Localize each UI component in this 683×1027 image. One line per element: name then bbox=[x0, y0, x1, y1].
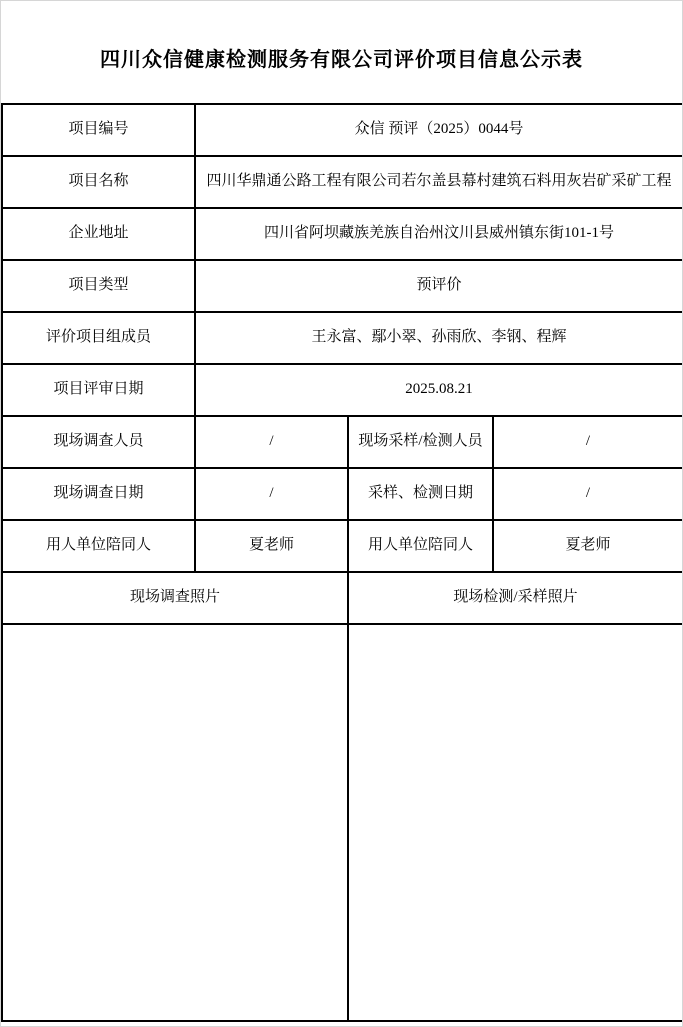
page-title: 四川众信健康检测服务有限公司评价项目信息公示表 bbox=[100, 49, 583, 71]
table-row-project-type bbox=[2, 260, 683, 312]
project-name-value: 四川华鼎通公路工程有限公司若尔盖县幕村建筑石料用灰岩矿采矿工程 bbox=[195, 156, 683, 208]
employer-escort-value-left: 夏老师 bbox=[195, 520, 348, 572]
project-number-value: 众信 预评（2025）0044号 bbox=[195, 104, 683, 156]
site-survey-personnel-value: / bbox=[195, 416, 348, 468]
survey-photos-caption: 现场调查照片 bbox=[2, 572, 348, 624]
project-name-label: 项目名称 bbox=[2, 156, 195, 208]
review-date-value: 2025.08.21 bbox=[195, 364, 683, 416]
employer-escort-label-right: 用人单位陪同人 bbox=[348, 520, 493, 572]
company-address-value: 四川省阿坝藏族羌族自治州汶川县威州镇东街101-1号 bbox=[195, 208, 683, 260]
table-row-project-number bbox=[2, 104, 683, 156]
project-type-label: 项目类型 bbox=[2, 260, 195, 312]
employer-escort-value-right: 夏老师 bbox=[493, 520, 683, 572]
table-row-review-date bbox=[2, 364, 683, 416]
sampling-personnel-label: 现场采样/检测人员 bbox=[348, 416, 493, 468]
evaluation-team-value: 王永富、鄢小翠、孙雨欣、李钢、程辉 bbox=[195, 312, 683, 364]
sampling-date-label: 采样、检测日期 bbox=[348, 468, 493, 520]
table-row-site-survey-date bbox=[2, 468, 683, 520]
table-row-evaluation-team bbox=[2, 312, 683, 364]
table-row-employer-escort bbox=[2, 520, 683, 572]
site-survey-personnel-label: 现场调查人员 bbox=[2, 416, 195, 468]
site-survey-date-label: 现场调查日期 bbox=[2, 468, 195, 520]
info-table bbox=[1, 103, 683, 1022]
sampling-photos-area bbox=[348, 624, 683, 1021]
employer-escort-label-left: 用人单位陪同人 bbox=[2, 520, 195, 572]
sampling-personnel-value: / bbox=[493, 416, 683, 468]
table-row-site-survey-personnel bbox=[2, 416, 683, 468]
evaluation-team-label: 评价项目组成员 bbox=[2, 312, 195, 364]
table-row-company-address bbox=[2, 208, 683, 260]
sampling-photos-caption: 现场检测/采样照片 bbox=[348, 572, 683, 624]
table-row-photo-areas bbox=[2, 624, 683, 1021]
survey-photos-area bbox=[2, 624, 348, 1021]
sampling-date-value: / bbox=[493, 468, 683, 520]
company-address-label: 企业地址 bbox=[2, 208, 195, 260]
table-row-project-name bbox=[2, 156, 683, 208]
project-type-value: 预评价 bbox=[195, 260, 683, 312]
project-number-label: 项目编号 bbox=[2, 104, 195, 156]
site-survey-date-value: / bbox=[195, 468, 348, 520]
review-date-label: 项目评审日期 bbox=[2, 364, 195, 416]
table-row-photo-captions bbox=[2, 572, 683, 624]
